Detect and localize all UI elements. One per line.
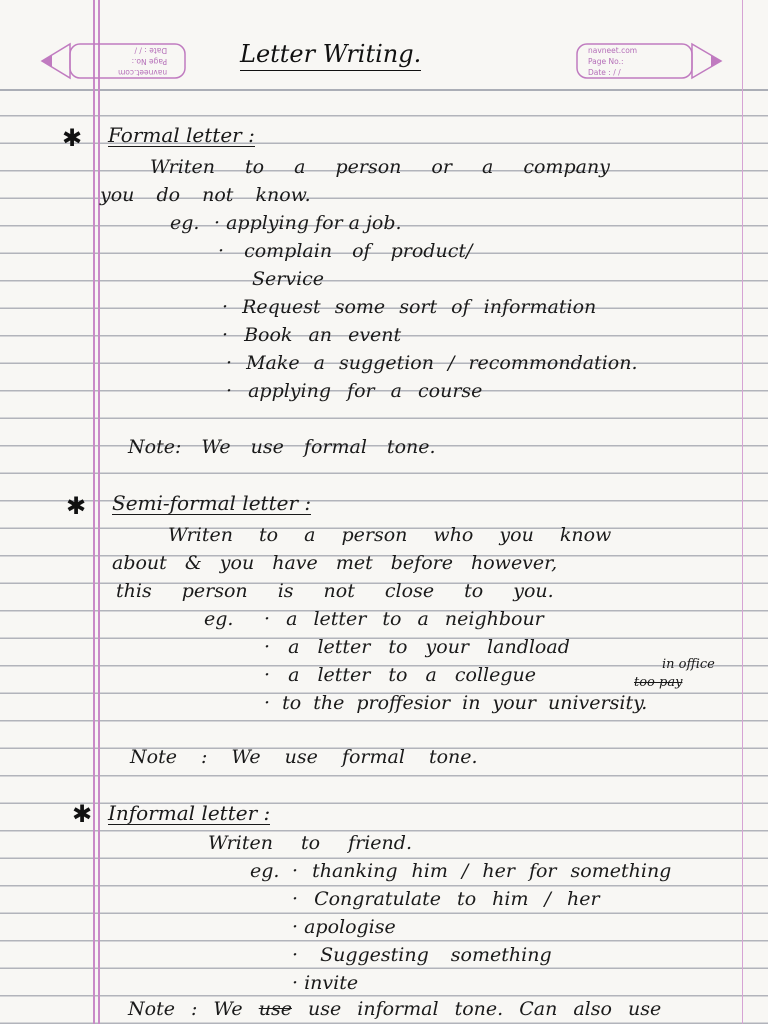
stamp-brand: navneet.com (118, 68, 168, 77)
right-margin-line (742, 0, 743, 1024)
informal-note (128, 998, 661, 1020)
semi-note: Note : We use formal tone. (130, 746, 478, 768)
informal-note-start: Note : We (128, 998, 243, 1020)
bullet-star-icon: ✱ (72, 800, 93, 828)
formal-line: Writen to a person or a company (150, 156, 610, 178)
bullet-star-icon: ✱ (62, 124, 83, 152)
section-heading-informal: Informal letter : (108, 801, 271, 825)
informal-line: Writen to friend. (208, 832, 412, 854)
struck-text: use (258, 998, 292, 1020)
struck-text: too pay (634, 675, 683, 690)
semi-item: · a letter to your landload (264, 636, 570, 658)
inserted-text: in office (662, 657, 715, 672)
margin-line (98, 0, 100, 1024)
stamp-brand: navneet.com (588, 46, 638, 55)
section-heading-semi-formal: Semi-formal letter : (112, 491, 312, 515)
bullet-star-icon: ✱ (66, 492, 87, 520)
informal-item: · thanking him / her for something (292, 860, 672, 882)
stamp-date-value: / / (613, 68, 621, 77)
stamp-left-text (118, 45, 167, 78)
stamp-right-text (588, 45, 637, 78)
formal-line: you do not know. (100, 184, 311, 206)
informal-item: · invite (292, 972, 359, 994)
margin-line (93, 0, 95, 1024)
stamp-date-label: Date : (588, 68, 611, 77)
formal-item: · applying for a course (226, 380, 483, 402)
formal-item: · Make a suggetion / recommondation. (226, 352, 638, 374)
stamp-page-label: Page No.: (588, 57, 624, 66)
informal-item: · Congratulate to him / her (292, 888, 600, 910)
semi-item: · a letter to a collegue (264, 664, 537, 686)
section-heading-formal: Formal letter : (108, 123, 255, 147)
semi-item: · a letter to a neighbour (264, 608, 544, 630)
informal-note-end: use informal tone. Can also use (307, 998, 662, 1020)
formal-item: · complain of product/ (218, 240, 473, 262)
semi-line: Writen to a person who you know (168, 524, 612, 546)
semi-item: · to the proffesior in your university. (264, 692, 648, 714)
informal-item: · apologise (292, 916, 396, 938)
semi-line: this person is not close to you. (116, 580, 554, 602)
formal-note: Note: We use formal tone. (128, 436, 436, 458)
pencil-stamp-icon (40, 40, 190, 82)
formal-item: · Book an event (222, 324, 402, 346)
page-title: Letter Writing. (240, 40, 421, 71)
formal-item: · applying for a job. (214, 212, 402, 234)
stamp-page-label: Page No.: (131, 57, 168, 66)
formal-eg-label: eg. (170, 212, 200, 234)
informal-item: · Suggesting something (292, 944, 552, 966)
informal-eg-label: eg. (250, 860, 280, 882)
formal-item: Service (252, 268, 325, 290)
semi-line: about & you have met before however, (112, 552, 558, 574)
semi-eg-label: eg. (204, 608, 234, 630)
stamp-date-label: Date : (144, 46, 168, 55)
formal-item: · Request some sort of information (222, 296, 597, 318)
stamp-date-value: / / (134, 46, 142, 55)
